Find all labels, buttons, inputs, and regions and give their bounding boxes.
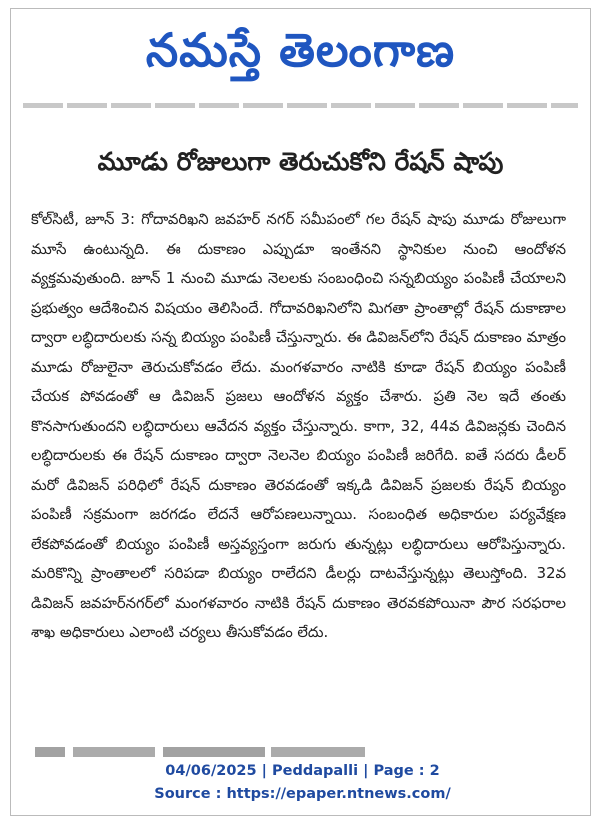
cut-off-next-headline bbox=[35, 747, 365, 757]
masthead-divider bbox=[23, 103, 578, 108]
article-body: కోల్‌సిటీ, జూన్ 3: గోదావరిఖని జవహర్ నగర్ సమీపంలో గల రేషన్ షాపు మూడు రోజులుగా మూసే ఉంటున్నది. ఈ దుకాణం ఎప్పుడూ ఇంతేనని స్థానికుల నుంచి ఆందోళన వ్యక్తమవుతుంది. జూన్ 1 నుంచి మూడు నెలలకు సంబంధించి సన్నబియ్యం పంపిణీ చేయాలని ప్రభుత్వం ఆదేశించిన విషయం తెలిసిందే. గోదావరిఖనిలోని మిగతా ప్రాంతాల్లో రేషన్ దుకాణాల ద్వారా లబ్ధిదారులకు సన్న బియ్యం పంపిణీ చేస్తున్నారు. ఈ డివిజన్‌లోని రేషన్ దుకాణం మాత్రం మూడు రోజులైనా తెరుచుకోవడం లేదు. మంగళవారం నాటికి కూడా రేషన్ బియ్యం పంపిణీ చేయక పోవడంతో ఆ డివిజన్ ప్రజలు ఆందోళన వ్యక్తం చేశారు. ప్రతి నెల ఇదే తంతు కొనసాగుతుందని లబ్ధిదారులు ఆవేదన వ్యక్తం చేస్తున్నారు. కాగా, 32, 44వ డివిజన్లకు చెందిన లబ్ధిదారులకు ఈ రేషన్ దుకాణం ద్వారా నెలనెల బియ్యం పంపిణీ జరిగేది. ఐతే సదరు డీలర్ మరో డివిజన్ పరిధిలో రేషన్ దుకాణం తెరవడంతో ఇక్కడి డివిజన్ ప్రజలకు రేషన్ బియ్యం పంపిణీ సక్రమంగా జరగడం లేదనే ఆరోపణలున్నాయి. సంబంధిత అధికారుల పర్యవేక్షణ లేకపోవడంతో బియ్యం పంపిణీ అస్తవ్యస్తంగా జరుగు తున్నట్లు లబ్ధిదారులు ఆరోపిస్తున్నారు. మరికొన్ని ప్రాంతాలలో సరిపడా బియ్యం రాలేదని డీలర్లు దాటవేస్తున్నట్లు తెలుస్తోంది. 32వ డివిజన్ జవహర్‌నగర్‌లో మంగళవారం నాటికి రేషన్ దుకాణం తెరవకపోయినా పౌర సరఫరాల శాఖ అధికారులు ఎలాంటి చర్యలు తీసుకోవడం లేదు. bbox=[31, 211, 566, 641]
edition-info: 04/06/2025 | Peddapalli | Page : 2 bbox=[165, 763, 440, 779]
clipping-footer bbox=[0, 760, 605, 806]
newspaper-logo: నమస్తే తెలంగాణ bbox=[145, 23, 456, 77]
masthead bbox=[11, 13, 590, 87]
clipping-frame bbox=[10, 8, 591, 816]
article-headline: మూడు రోజులుగా తెరుచుకోని రేషన్ షాపు bbox=[97, 147, 504, 176]
source-link[interactable]: Source : https://epaper.ntnews.com/ bbox=[154, 786, 451, 802]
